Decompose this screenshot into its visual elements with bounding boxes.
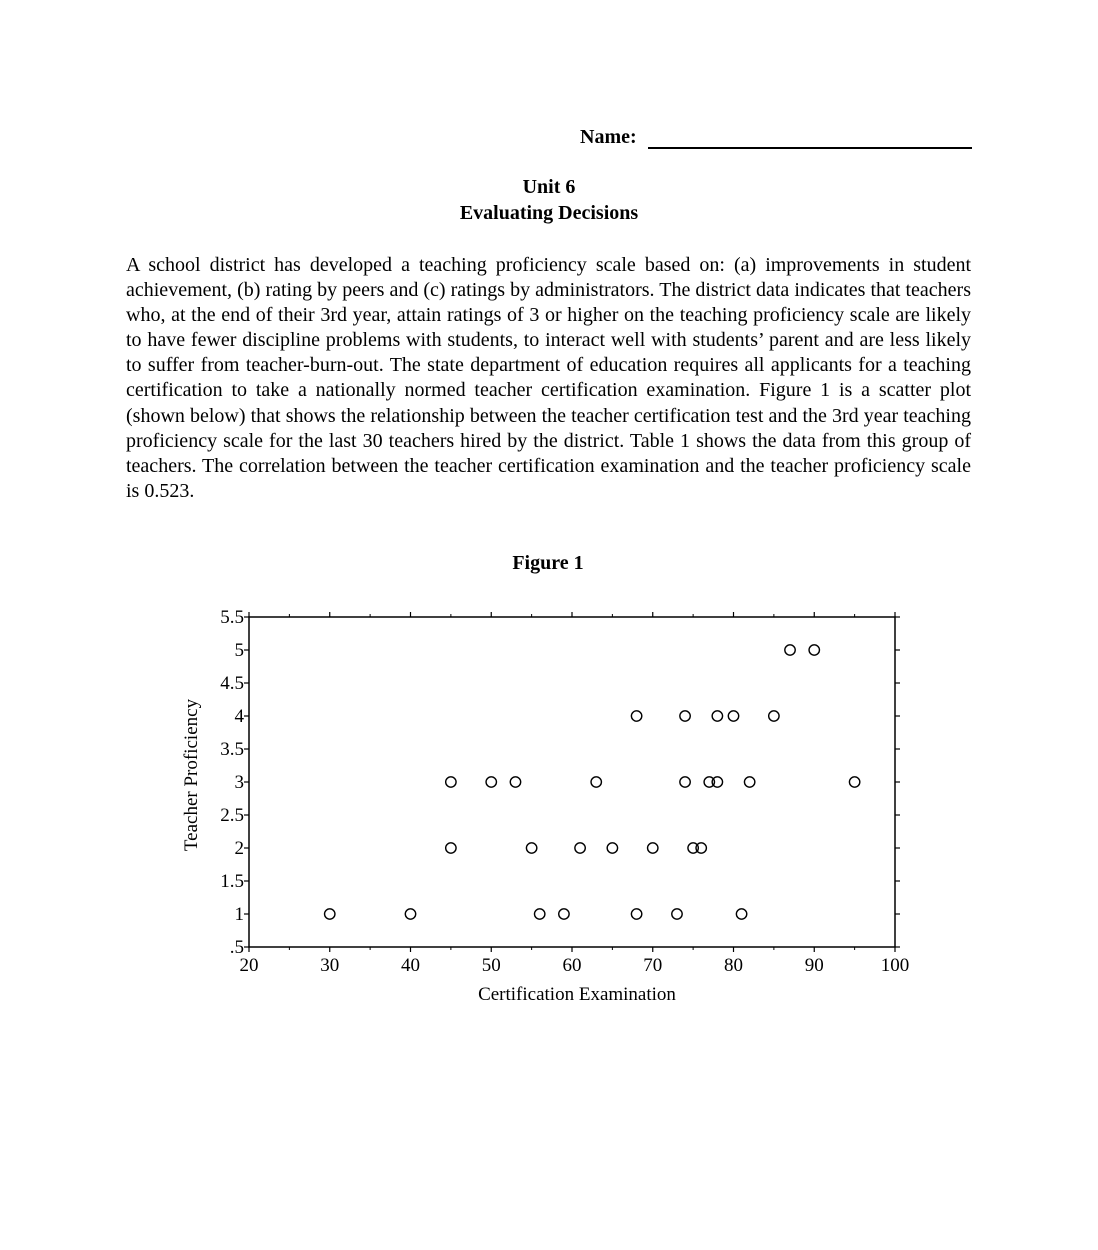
data-point	[648, 843, 658, 853]
y-tick-label: 2.5	[220, 805, 244, 826]
data-point	[607, 843, 617, 853]
x-tick-label: 100	[880, 955, 910, 976]
y-tick-label: 4	[234, 706, 244, 727]
data-point	[785, 645, 795, 655]
data-point	[559, 909, 569, 919]
data-point	[446, 843, 456, 853]
data-points	[325, 645, 860, 919]
intro-paragraph: A school district has developed a teaching proficiency scale based on: (a) improvements in student achievement, (b) rating by peers and (c) ratings by administrators. The district data indicates that teachers who, at the end of their 3rd year, attain ratings of 3 or higher on the teaching proficiency scale are likely to have fewer discipline problems with students, to interact well with students’ parent and are less likely to suffer from teacher-burn-out. The state department of education requires all applicants for a teaching certification to take a nationally normed teacher certification examination. Figure 1 is a scatter plot (shown below) that shows the relationship between the teacher certification test and the 3rd year teaching proficiency scale for the last 30 teachers hired by the district. Table 1 shows the data from this group of teachers. The correlation between the teacher certification examination and the teacher proficiency scale is 0.523.	[126, 254, 971, 502]
name-label: Name:	[580, 126, 637, 148]
x-axis-tick-labels	[240, 955, 910, 976]
x-tick-label: 80	[724, 955, 743, 976]
x-tick-label: 90	[804, 955, 824, 976]
x-tick-label: 30	[320, 955, 340, 976]
data-point	[325, 909, 335, 919]
y-tick-label: 1	[234, 904, 244, 925]
data-point	[446, 777, 456, 787]
data-point	[405, 909, 415, 919]
y-tick-label: 5	[234, 640, 244, 661]
data-point	[575, 843, 585, 853]
x-tick-label: 20	[239, 955, 259, 976]
data-point	[744, 777, 754, 787]
data-point	[486, 777, 496, 787]
unit-subtitle: Evaluating Decisions	[459, 202, 639, 224]
data-point	[680, 711, 690, 721]
data-point	[712, 777, 722, 787]
x-tick-label: 50	[481, 955, 501, 976]
x-axis-ticks	[249, 612, 895, 952]
y-axis-ticks	[244, 617, 900, 947]
y-tick-label: 3	[234, 772, 244, 793]
y-tick-label: 4.5	[220, 673, 244, 694]
data-point	[510, 777, 520, 787]
x-tick-label: 40	[401, 955, 420, 976]
y-tick-label: 3.5	[220, 739, 244, 760]
y-tick-label: .5	[229, 937, 244, 958]
data-point	[728, 711, 738, 721]
figure-title: Figure 1	[512, 552, 584, 574]
data-point	[809, 645, 819, 655]
x-tick-label: 60	[562, 955, 582, 976]
x-axis-label: Certification Examination	[478, 984, 676, 1005]
data-point	[591, 777, 601, 787]
data-point	[535, 909, 545, 919]
data-point	[631, 711, 641, 721]
unit-title: Unit 6	[522, 176, 576, 198]
data-point	[680, 777, 690, 787]
data-point	[672, 909, 682, 919]
x-tick-label: 70	[643, 955, 663, 976]
data-point	[769, 711, 779, 721]
data-point	[712, 711, 722, 721]
data-point	[849, 777, 859, 787]
data-point	[696, 843, 706, 853]
y-tick-label: 2	[234, 838, 244, 859]
plot-frame	[249, 617, 895, 947]
y-tick-label: 5.5	[220, 607, 244, 628]
data-point	[736, 909, 746, 919]
data-point	[631, 909, 641, 919]
y-axis-label: Teacher Proficiency	[181, 698, 202, 852]
y-tick-label: 1.5	[220, 871, 244, 892]
y-axis-tick-labels	[220, 607, 244, 958]
data-point	[526, 843, 536, 853]
